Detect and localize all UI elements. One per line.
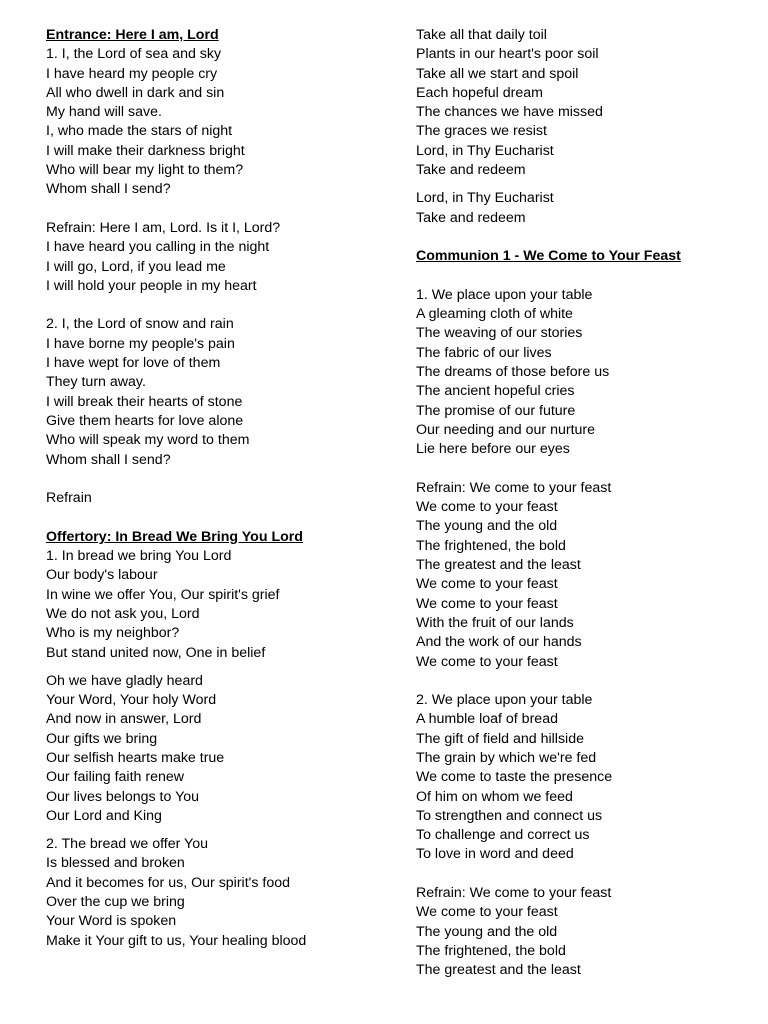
offertory-chorus bbox=[46, 672, 396, 826]
lyric-line: Lie here before our eyes bbox=[416, 441, 570, 458]
lyric-line: We come to taste the presence bbox=[416, 769, 613, 786]
lyric-line: Our gifts we bring bbox=[46, 730, 158, 747]
lyric-line: Oh we have gladly heard bbox=[46, 672, 203, 689]
lyric-line: I, who made the stars of night bbox=[46, 123, 233, 140]
lyric-line: I will break their hearts of stone bbox=[46, 393, 243, 410]
lyric-line: I have borne my people's pain bbox=[46, 335, 235, 352]
lyric-line: Refrain: We come to your feast bbox=[416, 885, 612, 902]
lyric-line: We come to your feast bbox=[416, 576, 558, 593]
lyric-line: Our needing and our nurture bbox=[416, 421, 596, 438]
left-column bbox=[46, 26, 396, 951]
lyric-line: And it becomes for us, Our spirit's food bbox=[46, 874, 291, 891]
lyric-line: Lord, in Thy Eucharist bbox=[416, 190, 554, 207]
lyric-line: Refrain: Here I am, Lord. Is it I, Lord? bbox=[46, 219, 281, 236]
communion-refrain bbox=[416, 479, 756, 672]
lyric-line: 2. We place upon your table bbox=[416, 692, 593, 709]
lyric-line: 2. I, the Lord of snow and rain bbox=[46, 316, 234, 333]
lyric-line: Take and redeem bbox=[416, 162, 526, 179]
lyric-line: To love in word and deed bbox=[416, 846, 574, 863]
lyric-line: I have wept for love of them bbox=[46, 355, 221, 372]
lyric-line: Plants in our heart's poor soil bbox=[416, 46, 599, 63]
lyric-line: 1. We place upon your table bbox=[416, 286, 593, 303]
lyric-line: The graces we resist bbox=[416, 123, 547, 140]
lyric-line: Each hopeful dream bbox=[416, 84, 543, 101]
lyric-line: Make it Your gift to us, Your healing blood bbox=[46, 932, 307, 949]
lyric-line: Who is my neighbor? bbox=[46, 625, 180, 642]
lyric-line: Our lives belongs to You bbox=[46, 788, 200, 805]
lyric-line: Who will bear my light to them? bbox=[46, 162, 244, 179]
lyric-line: Who will speak my word to them bbox=[46, 432, 250, 449]
lyric-line: The fabric of our lives bbox=[416, 344, 552, 361]
entrance-verse-2 bbox=[46, 315, 396, 469]
lyric-line: I have heard my people cry bbox=[46, 65, 218, 82]
lyric-line: We come to your feast bbox=[416, 595, 558, 612]
lyric-line: The grain by which we're fed bbox=[416, 749, 597, 766]
offertory-verse-3 bbox=[416, 26, 756, 180]
lyric-line: We come to your feast bbox=[416, 653, 558, 670]
lyric-line: The greatest and the least bbox=[416, 962, 581, 979]
lyric-line: In wine we offer You, Our spirit's grief bbox=[46, 586, 280, 603]
lyric-line: The gift of field and hillside bbox=[416, 730, 584, 747]
lyric-line: The young and the old bbox=[416, 518, 558, 535]
communion-refrain-2 bbox=[416, 884, 756, 980]
lyric-line: The promise of our future bbox=[416, 402, 576, 419]
lyric-line: Your Word, Your holy Word bbox=[46, 692, 217, 709]
lyric-line: The young and the old bbox=[416, 923, 558, 940]
lyric-line: The chances we have missed bbox=[416, 104, 603, 121]
entrance-title: Entrance: Here I am, Lord bbox=[46, 27, 219, 43]
communion-title: Communion 1 - We Come to Your Feast bbox=[416, 248, 681, 265]
lyric-line: Give them hearts for love alone bbox=[46, 412, 244, 429]
lyric-line: Is blessed and broken bbox=[46, 855, 185, 872]
lyric-line: I will go, Lord, if you lead me bbox=[46, 258, 226, 275]
lyric-line: 1. In bread we bring You Lord bbox=[46, 548, 232, 565]
lyric-line: And now in answer, Lord bbox=[46, 711, 202, 728]
lyric-line: We come to your feast bbox=[416, 904, 558, 921]
lyric-line: The frightened, the bold bbox=[416, 537, 566, 554]
communion-verse-1 bbox=[416, 286, 756, 460]
lyric-line: The dreams of those before us bbox=[416, 364, 610, 381]
lyric-line: Refrain: We come to your feast bbox=[416, 479, 612, 496]
offertory-ending bbox=[416, 189, 756, 228]
lyric-line: The frightened, the bold bbox=[416, 942, 566, 959]
lyric-line: Of him on whom we feed bbox=[416, 788, 573, 805]
lyric-line: A gleaming cloth of white bbox=[416, 306, 573, 323]
lyric-line: A humble loaf of bread bbox=[416, 711, 558, 728]
lyric-line: 2. The bread we offer You bbox=[46, 836, 208, 853]
offertory-verse-1 bbox=[46, 547, 396, 663]
lyric-line: I have heard you calling in the night bbox=[46, 239, 270, 256]
lyric-line: All who dwell in dark and sin bbox=[46, 84, 225, 101]
lyric-line: But stand united now, One in belief bbox=[46, 644, 266, 661]
lyric-line: The ancient hopeful cries bbox=[416, 383, 575, 400]
lyric-line: I will hold your people in my heart bbox=[46, 277, 257, 294]
offertory-title: Offertory: In Bread We Bring You Lord bbox=[46, 528, 303, 545]
lyric-line: I will make their darkness bright bbox=[46, 142, 245, 159]
entrance-verse-1 bbox=[46, 45, 396, 199]
right-column bbox=[416, 26, 756, 981]
lyric-line: With the fruit of our lands bbox=[416, 614, 574, 631]
lyric-line: Over the cup we bring bbox=[46, 894, 185, 911]
lyric-line: Your Word is spoken bbox=[46, 913, 177, 930]
lyric-line: To strengthen and connect us bbox=[416, 807, 603, 824]
lyric-line: Whom shall I send? bbox=[46, 181, 171, 198]
lyric-line: 1. I, the Lord of sea and sky bbox=[46, 46, 222, 63]
entrance-refrain bbox=[46, 219, 396, 296]
lyric-line: Our selfish hearts make true bbox=[46, 749, 225, 766]
entrance-refrain-repeat: Refrain bbox=[46, 490, 92, 507]
lyric-line: Lord, in Thy Eucharist bbox=[416, 142, 554, 159]
lyric-line: Take and redeem bbox=[416, 209, 526, 226]
lyric-line: The weaving of our stories bbox=[416, 325, 583, 342]
lyric-line: Take all that daily toil bbox=[416, 27, 547, 43]
lyric-line: To challenge and correct us bbox=[416, 827, 590, 844]
lyric-line: We do not ask you, Lord bbox=[46, 605, 200, 622]
lyric-line: Our failing faith renew bbox=[46, 769, 185, 786]
lyric-line: We come to your feast bbox=[416, 499, 558, 516]
lyric-line: They turn away. bbox=[46, 374, 146, 391]
communion-verse-2 bbox=[416, 691, 756, 865]
lyric-line: Whom shall I send? bbox=[46, 451, 171, 468]
lyric-line: Our Lord and King bbox=[46, 807, 162, 824]
lyric-line: The greatest and the least bbox=[416, 557, 581, 574]
lyric-line: Take all we start and spoil bbox=[416, 65, 579, 82]
lyric-line: My hand will save. bbox=[46, 104, 162, 121]
lyric-line: Our body's labour bbox=[46, 567, 158, 584]
offertory-verse-2 bbox=[46, 835, 396, 951]
lyric-line: And the work of our hands bbox=[416, 634, 582, 651]
